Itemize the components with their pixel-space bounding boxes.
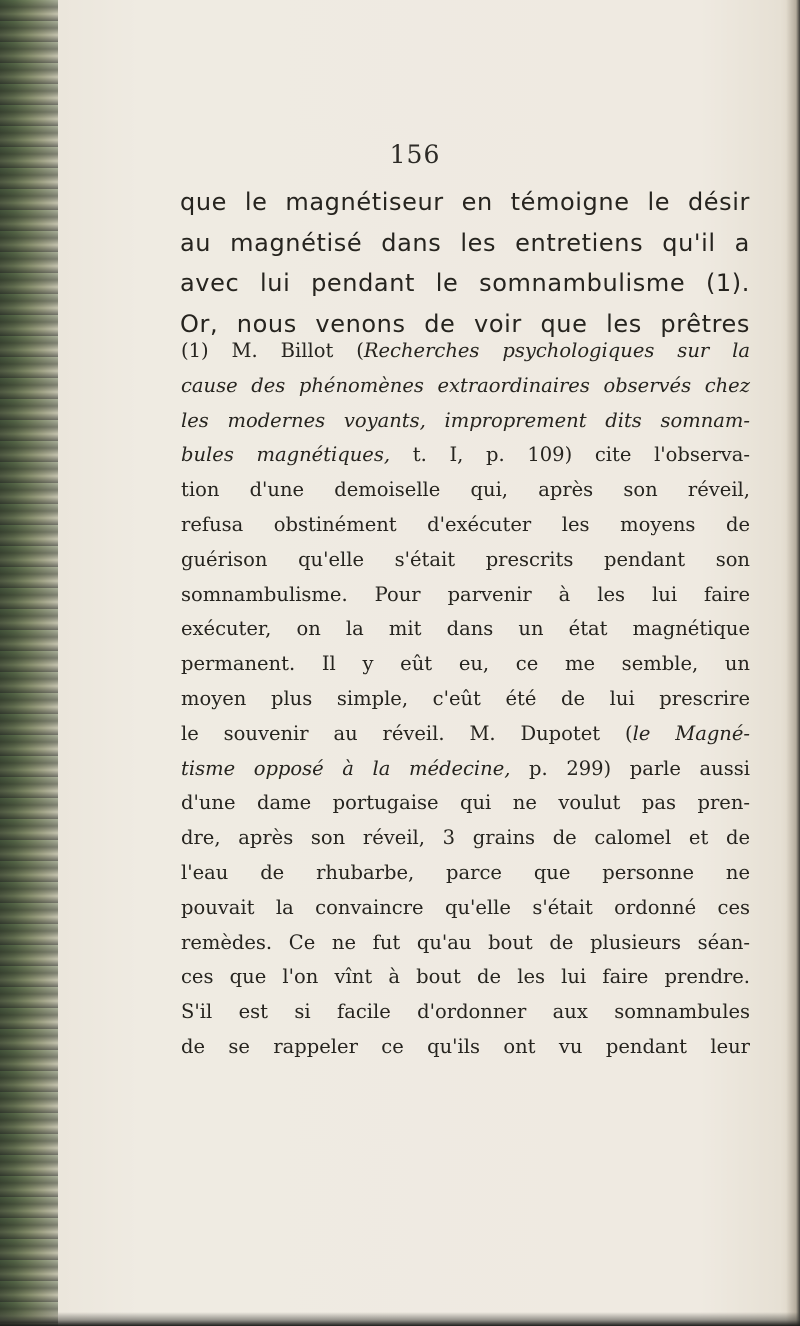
- main-text-line: avec lui pendant le somnambulisme (1).: [180, 269, 750, 297]
- footnote-book-title: tisme opposé à la médecine,: [181, 756, 511, 780]
- footnote-line: [181, 752, 750, 787]
- footnote-line: moyen plus simple, c'eût été de lui prescrire: [181, 686, 750, 710]
- main-text-block: [180, 182, 750, 344]
- footnote-line: l'eau de rhubarbe, parce que personne ne: [181, 860, 750, 884]
- page-number: 156: [389, 140, 441, 169]
- main-text-line: que le magnétiseur en témoigne le désir: [180, 188, 750, 216]
- footnote-line: somnambulisme. Pour parvenir à les lui faire: [181, 582, 750, 606]
- footnote-line: tion d'une demoiselle qui, après son réveil,: [181, 478, 750, 502]
- footnote-book-title: le Magné-: [632, 721, 750, 745]
- footnote-text: t. I, p. 109) cite l'observa-: [390, 443, 750, 467]
- footnote-book-title: Recherches psychologiques sur la: [363, 339, 750, 362]
- footnote-line: cause des phénomènes extraordinaires observés chez: [181, 373, 750, 397]
- footnote-line: [181, 334, 750, 369]
- footnote-line: guérison qu'elle s'était prescrits pendant son: [181, 547, 750, 571]
- footnote-line: d'une dame portugaise qui ne voulut pas pren-: [181, 791, 750, 815]
- book-binding-edge: [0, 0, 58, 1326]
- main-text-line: Or, nous venons de voir que les prêtres: [180, 309, 750, 338]
- footnote-line: les modernes voyants, improprement dits somnam-: [181, 408, 750, 432]
- footnote-line: [181, 717, 750, 752]
- footnote-line: [181, 438, 750, 473]
- footnote-text: p. 299) parle aussi: [510, 756, 750, 780]
- footnote-line: permanent. Il y eût eu, ce me semble, un: [181, 652, 750, 676]
- page-bottom-shadow: [0, 1312, 800, 1326]
- footnote-line: de se rappeler ce qu'ils ont vu pendant leur: [181, 1034, 750, 1058]
- footnote-block: [181, 334, 750, 1065]
- footnote-text: (1) M. Billot (: [181, 339, 364, 362]
- page-right-shadow: [786, 0, 800, 1326]
- footnote-line: exécuter, on la mit dans un état magnétique: [181, 617, 750, 641]
- footnote-line: pouvait la convaincre qu'elle s'était ordonné ces: [181, 895, 750, 919]
- footnote-line: ces que l'on vînt à bout de les lui faire prendre.: [181, 965, 750, 989]
- footnote-line: S'il est si facile d'ordonner aux somnambules: [181, 1000, 750, 1024]
- footnote-line: remèdes. Ce ne fut qu'au bout de plusieurs séan-: [181, 930, 750, 954]
- footnote-text: le souvenir au réveil. M. Dupotet (: [181, 721, 633, 745]
- footnote-line: dre, après son réveil, 3 grains de calomel et de: [181, 826, 750, 850]
- footnote-book-title: bules magnétiques,: [181, 443, 391, 467]
- main-text-line: au magnétisé dans les entretiens qu'il a: [180, 228, 750, 257]
- footnote-line: refusa obstinément d'exécuter les moyens de: [181, 512, 750, 536]
